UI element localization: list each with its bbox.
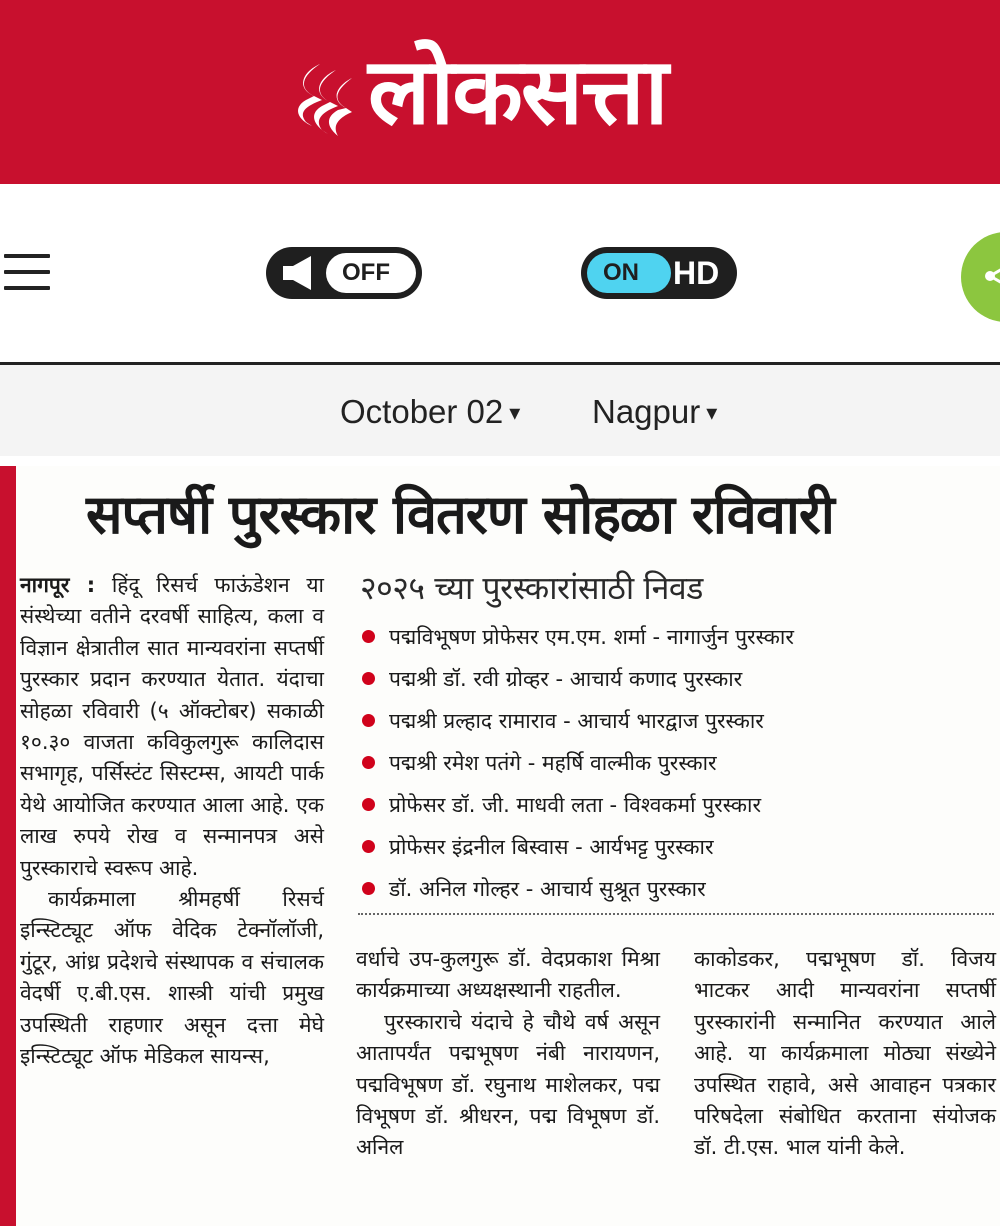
list-item [362,826,992,868]
hd-toggle-on-label: ON [603,259,639,286]
clipping-accent-border [0,466,16,1226]
award-text: प्रोफेसर डॉ. जी. माधवी लता - विश्वकर्मा पुरस्कार [389,793,762,817]
article-paragraph: कार्यक्रमाला श्रीमहर्षी रिसर्च इन्स्टिट्यूट ऑफ वेदिक टेक्नॉलॉजी, गुंटूर, आंध्र प्रदेशचे संस्थापक व संचालक वेदर्षी ए.बी.एस. शास्त्री यांची प्रमुख उपस्थिती राहणार असून दत्ता मेघे इन्स्टिट्यूट ऑफ मेडिकल सायन्स, [20,887,324,1069]
awards-list [362,616,992,910]
article-column-3 [694,944,996,1164]
award-text: प्रोफेसर इंद्रनील बिस्वास - आर्यभट्ट पुरस्कार [389,835,714,859]
list-item [362,742,992,784]
masthead [0,0,1000,184]
control-bar [0,184,1000,362]
article-column-2 [356,944,660,1164]
bullet-icon [362,714,375,727]
bullet-icon [362,756,375,769]
bullet-icon [362,840,375,853]
hd-toggle-label: HD [673,255,720,291]
city-dropdown[interactable] [592,392,717,432]
award-text: डॉ. अनिल गोल्हर - आचार्य सुश्रूत पुरस्कार [389,877,706,901]
article-paragraph: पुरस्काराचे यंदाचे हे चौथे वर्ष असून आतापर्यंत पद्मभूषण नंबी नारायणन, पद्मविभूषण डॉ. रघुनाथ माशेलकर, पद्म विभूषण डॉ. श्रीधरन, पद्म विभूषण डॉ. अनिल [356,1009,660,1160]
chevron-down-icon: ▾ [509,400,521,425]
article-column-1 [20,570,324,1073]
list-item [362,700,992,742]
award-text: पद्मश्री डॉ. रवी ग्रोव्हर - आचार्य कणाद पुरस्कार [389,667,743,691]
dateline: नागपूर : [20,573,96,597]
audio-toggle-label: OFF [342,259,390,286]
list-item [362,868,992,910]
hamburger-menu-icon[interactable] [4,252,52,292]
speaker-icon [281,255,321,291]
awards-box-title: २०२५ च्या पुरस्कारांसाठी निवड [360,569,703,607]
bullet-icon [362,882,375,895]
article-headline: सप्तर्षी पुरस्कार वितरण सोहळा रविवारी [86,483,834,546]
article-paragraph: वर्धाचे उप-कुलगुरू डॉ. वेदप्रकाश मिश्रा कार्यक्रमाच्या अध्यक्षस्थानी राहतील. [356,947,660,1003]
award-text: पद्मश्री प्रल्हाद रामाराव - आचार्य भारद्वाज पुरस्कार [389,709,764,733]
dotted-divider [358,913,994,915]
city-value: Nagpur [592,393,701,430]
bullet-icon [362,798,375,811]
article-paragraph [20,570,324,884]
chevron-down-icon: ▾ [706,400,718,425]
award-text: पद्मविभूषण प्रोफेसर एम.एम. शर्मा - नागार्जुन पुरस्कार [389,625,794,649]
share-icon[interactable] [960,232,1000,322]
list-item [362,658,992,700]
list-item [362,784,992,826]
bullet-icon [362,630,375,643]
article-paragraph: काकोडकर, पद्मभूषण डॉ. विजय भाटकर आदी मान्यवरांना सप्तर्षी पुरस्कारांनी सन्मानित करण्यात आले आहे. या कार्यक्रमाला मोठ्या संख्येने उपस्थित राहावे, असे आवाहन पत्रकार परिषदेला संबोधित करताना संयोजक डॉ. टी.एस. भाल यांनी केले. [694,947,996,1160]
list-item [362,616,992,658]
award-text: पद्मश्री रमेश पतंगे - महर्षि वाल्मीक पुरस्कार [389,751,717,775]
date-value: October 02 [340,393,504,430]
logo-mark-icon [292,62,362,140]
date-dropdown[interactable] [340,392,520,432]
paragraph-text: हिंदू रिसर्च फाऊंडेशन या संस्थेच्या वतीने दरवर्षी साहित्य, कला व विज्ञान क्षेत्रातील सात मान्यवरांना सप्तर्षी पुरस्कार प्रदान करण्यात येतात. यंदाचा सोहळा रविवारी (५ ऑक्टोबर) सकाळी १०.३० वाजता कविकुलगुरू कालिदास सभागृह, पर्सिस्टंट सिस्टम्स, आयटी पार्क येथे आयोजित करण्यात आला आहे. एक लाख रुपये रोख व सन्मानपत्र असे पुरस्काराचे स्वरूप आहे. [20,573,324,880]
hd-toggle-button[interactable] [581,247,737,299]
site-logo[interactable]: लोकसत्ता [368,38,667,145]
bullet-icon [362,672,375,685]
